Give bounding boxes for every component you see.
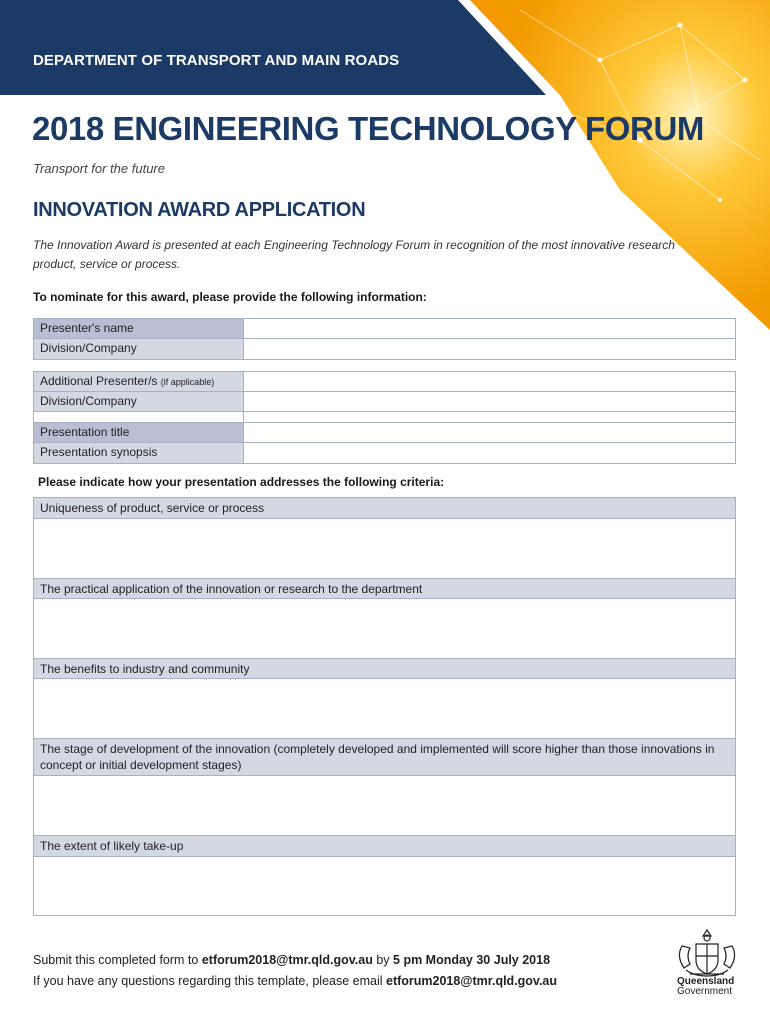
presentation-synopsis-field[interactable]	[244, 443, 735, 463]
criterion-header-uniqueness: Uniqueness of product, service or process	[34, 498, 735, 519]
criterion-header-benefits: The benefits to industry and community	[34, 659, 735, 679]
footer-line-submit	[33, 950, 557, 971]
footer-line-questions	[33, 971, 557, 992]
queensland-government-wordmark	[677, 977, 734, 997]
logo-line-queensland: Queensland	[677, 976, 735, 987]
questions-text: If you have any questions regarding this template, please email	[33, 974, 386, 988]
deadline-text: 5 pm Monday 30 July 2018	[393, 953, 551, 967]
additional-division-label: Division/Company	[34, 392, 244, 411]
presentation-synopsis-row	[34, 443, 735, 463]
additional-presenter-field[interactable]	[244, 372, 735, 391]
presenter-form-block	[33, 318, 736, 360]
presentation-title-label: Presentation title	[34, 423, 244, 442]
by-text: by	[372, 953, 394, 967]
criterion-field-benefits[interactable]	[34, 679, 735, 739]
spacer-label	[34, 412, 244, 422]
criterion-header-stage-of-development: The stage of development of the innovation (completely developed and implemented will score higher than those innovations in concept or initial development stages)	[34, 739, 735, 776]
additional-division-row	[34, 392, 735, 412]
questions-email-link[interactable]: etforum2018@tmr.qld.gov.au	[386, 974, 558, 988]
criterion-field-take-up[interactable]	[34, 857, 735, 915]
division-company-label: Division/Company	[34, 339, 244, 359]
additional-presenter-text: Additional Presenter/s	[40, 374, 158, 388]
footer	[33, 950, 557, 992]
presentation-title-field[interactable]	[244, 423, 735, 442]
criterion-field-practical-application[interactable]	[34, 599, 735, 659]
submit-text: Submit this completed form to	[33, 953, 202, 967]
criterion-field-uniqueness[interactable]	[34, 519, 735, 579]
presentation-synopsis-label: Presentation synopsis	[34, 443, 244, 463]
presenter-name-field[interactable]	[244, 319, 735, 338]
criterion-field-stage-of-development[interactable]	[34, 776, 735, 836]
additional-division-field[interactable]	[244, 392, 735, 411]
department-name: DEPARTMENT OF TRANSPORT AND MAIN ROADS	[33, 52, 400, 69]
page-subtitle: Transport for the future	[33, 161, 165, 176]
criteria-instruction: Please indicate how your presentation addresses the following criteria:	[38, 475, 445, 489]
spacer-field	[244, 412, 735, 422]
additional-presenter-form-block	[33, 371, 736, 464]
criterion-header-practical-application: The practical application of the innovation or research to the department	[34, 579, 735, 599]
presenter-name-row	[34, 319, 735, 339]
section-heading: INNOVATION AWARD APPLICATION	[33, 199, 366, 221]
additional-presenter-row	[34, 372, 735, 392]
page-title: 2018 ENGINEERING TECHNOLOGY FORUM	[32, 110, 704, 147]
division-company-row	[34, 339, 735, 359]
form-instruction: To nominate for this award, please provide the following information:	[33, 290, 427, 304]
criteria-block	[33, 497, 736, 916]
criterion-header-take-up: The extent of likely take-up	[34, 836, 735, 857]
submit-email-link[interactable]: etforum2018@tmr.qld.gov.au	[201, 953, 373, 967]
division-company-field[interactable]	[244, 339, 735, 359]
if-applicable-note: (if applicable)	[160, 377, 215, 387]
presenter-name-label: Presenter's name	[34, 319, 244, 338]
logo-line-government: Government	[677, 986, 733, 997]
spacer-row	[34, 412, 735, 423]
presentation-title-row	[34, 423, 735, 443]
additional-presenter-label	[34, 372, 244, 391]
intro-text: The Innovation Award is presented at each Engineering Technology Forum in recognition of the most innovative research product, service or process.	[33, 238, 675, 271]
